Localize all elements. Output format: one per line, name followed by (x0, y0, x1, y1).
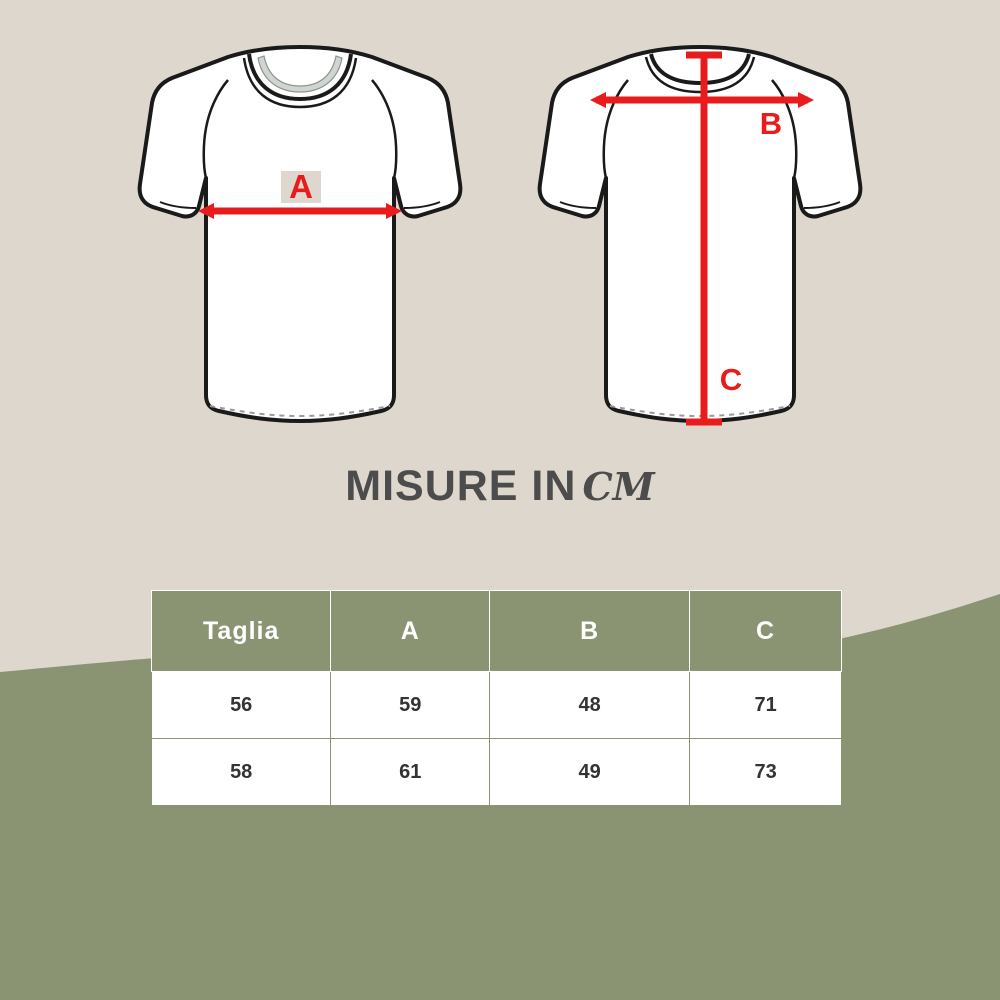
cell-size: 56 (152, 672, 331, 739)
measure-unit-title (0, 462, 1000, 511)
measure-title-main: MISURE IN (345, 462, 577, 510)
cell-size: 58 (152, 739, 331, 806)
measure-label-a: A (289, 168, 313, 205)
cell-a: 61 (331, 739, 490, 806)
size-chart-table (151, 590, 842, 806)
table-header-b: B (490, 591, 690, 672)
table-header-c: C (690, 591, 842, 672)
cell-c: 73 (690, 739, 842, 806)
measure-label-c: C (719, 362, 743, 397)
measure-title-unit: CM (582, 464, 655, 509)
cell-a: 59 (331, 672, 490, 739)
front-tshirt-icon (140, 47, 461, 421)
table-row (152, 739, 842, 806)
table-header-a: A (331, 591, 490, 672)
table-row (152, 672, 842, 739)
cell-b: 48 (490, 672, 690, 739)
tshirt-illustration (0, 0, 1000, 460)
cell-b: 49 (490, 739, 690, 806)
measure-label-b: B (759, 106, 783, 141)
cell-c: 71 (690, 672, 842, 739)
table-header-taglia: Taglia (152, 591, 331, 672)
back-tshirt-icon (540, 47, 861, 424)
table-header-row (152, 591, 842, 672)
